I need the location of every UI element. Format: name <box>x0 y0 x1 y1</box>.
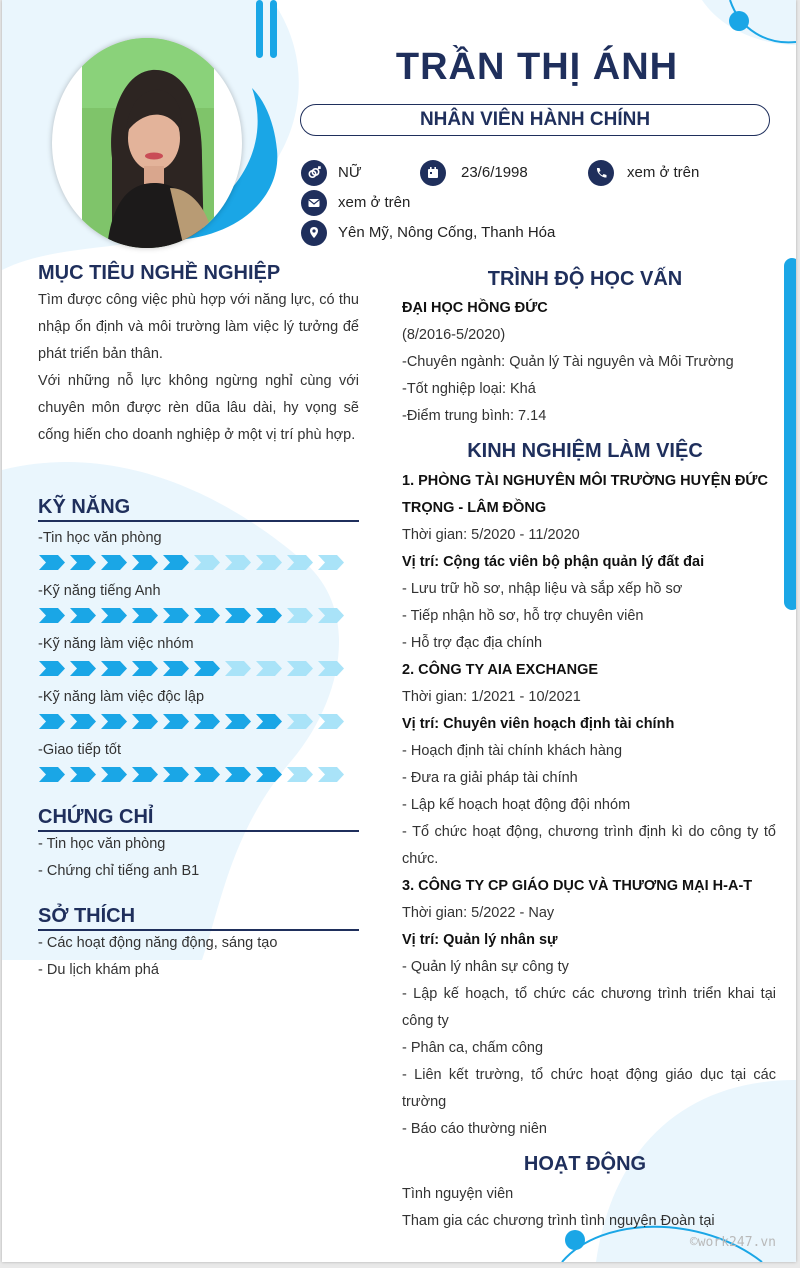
job-duty: - Phân ca, chấm công <box>402 1040 544 1056</box>
job-duty: - Hoạch định tài chính khách hàng <box>402 743 623 759</box>
skills-title: KỸ NĂNG <box>38 496 131 518</box>
certificates-title: CHỨNG CHỈ <box>38 806 154 828</box>
hobby-item: - Các hoạt động năng động, sáng tạo <box>38 935 278 951</box>
skill-rating-arrow <box>224 661 255 681</box>
skill-rating-arrow <box>162 555 193 575</box>
skill-rating-arrow <box>100 555 131 575</box>
job-duty: - Tổ chức hoạt động, chương trình định kì do công ty tổ chức. <box>402 824 776 867</box>
avatar <box>52 38 242 248</box>
education-school: ĐẠI HỌC HỒNG ĐỨC <box>402 300 548 316</box>
skill-rating-arrow <box>131 767 162 787</box>
job-duty: - Tiếp nhận hồ sơ, hỗ trợ chuyên viên <box>402 608 644 624</box>
skill-rating-arrow <box>162 661 193 681</box>
skill-rating-arrow <box>162 767 193 787</box>
skill-rating-arrow <box>317 555 348 575</box>
skill-rating-arrow <box>224 555 255 575</box>
skill-rating-arrow <box>286 661 317 681</box>
job-time: Thời gian: 5/2022 - Nay <box>402 905 555 921</box>
certificate-item: - Chứng chỉ tiếng anh B1 <box>38 863 200 879</box>
skill-label: -Kỹ năng làm việc nhóm <box>38 636 194 652</box>
skill-rating-arrow <box>286 714 317 734</box>
skill-rating-arrow <box>286 767 317 787</box>
skill-rating-arrow <box>224 714 255 734</box>
job-position: Vị trí: Quản lý nhân sự <box>402 932 558 948</box>
job-company: 1. PHÒNG TÀI NGHUYÊN MÔI TRƯỜNG HUYỆN ĐỨC <box>402 473 768 489</box>
education-major: -Chuyên ngành: Quản lý Tài nguyên và Môi Trường <box>402 354 734 370</box>
skill-rating-arrow <box>38 714 69 734</box>
job-duty: - Lập kế hoạch hoạt động đội nhóm <box>402 797 631 813</box>
skill-rating-arrow <box>69 714 100 734</box>
job-duty: - Lập kế hoạch, tổ chức các chương trình triển khai tại công ty <box>402 986 776 1029</box>
skill-rating-arrow <box>255 661 286 681</box>
skill-rating-arrow <box>131 714 162 734</box>
calendar-icon <box>420 160 446 186</box>
skill-rating-arrow <box>224 608 255 628</box>
phone-icon <box>588 160 614 186</box>
hobbies-title: SỞ THÍCH <box>38 905 136 927</box>
portrait-photo <box>52 38 242 248</box>
gender-value: NỮ <box>338 164 362 181</box>
job-duty: - Đưa ra giải pháp tài chính <box>402 770 578 786</box>
job-duty: - Hỗ trợ đạc địa chính <box>402 635 543 651</box>
skill-rating-arrow <box>162 714 193 734</box>
cv-page <box>2 0 796 1262</box>
skill-rating-arrow <box>100 608 131 628</box>
skill-rating-arrow <box>317 608 348 628</box>
skills-divider <box>38 520 359 522</box>
job-company-continued: TRỌNG - LÂM ĐỒNG <box>402 500 547 516</box>
skill-label: -Kỹ năng tiếng Anh <box>38 583 161 599</box>
skill-rating-arrow <box>131 661 162 681</box>
job-company: 2. CÔNG TY AIA EXCHANGE <box>402 662 599 678</box>
skill-rating-arrow <box>69 608 100 628</box>
skill-rating-arrow <box>317 767 348 787</box>
skill-rating-arrow <box>255 555 286 575</box>
skill-rating-arrow <box>255 767 286 787</box>
skill-rating-bar <box>38 608 348 628</box>
skill-rating-bar <box>38 714 348 734</box>
skill-rating-arrow <box>38 661 69 681</box>
skill-rating-arrow <box>286 555 317 575</box>
job-title: NHÂN VIÊN HÀNH CHÍNH <box>300 104 770 136</box>
activity-item: Tham gia các chương trình tình nguyện Đoàn tại <box>402 1213 715 1229</box>
job-position: Vị trí: Cộng tác viên bộ phận quản lý đất đai <box>402 554 705 570</box>
candidate-name: TRẦN THỊ ÁNH <box>395 46 679 88</box>
email-icon <box>301 190 327 216</box>
skill-rating-arrow <box>69 767 100 787</box>
phone-value: xem ở trên <box>627 164 700 181</box>
address-value: Yên Mỹ, Nông Cống, Thanh Hóa <box>338 224 556 241</box>
skill-rating-bar <box>38 555 348 575</box>
skill-rating-arrow <box>131 555 162 575</box>
skill-label: -Tin học văn phòng <box>38 530 162 546</box>
education-title: TRÌNH ĐỘ HỌC VẤN <box>487 268 683 290</box>
skill-rating-arrow <box>100 714 131 734</box>
skill-rating-bar <box>38 767 348 787</box>
skill-rating-arrow <box>193 714 224 734</box>
objective-paragraph-1: Tìm được công việc phù hợp với năng lực, có thu nhập ổn định và môi trường làm việc lý tưởng để phát triển bản thân. <box>38 292 359 362</box>
skill-rating-arrow <box>131 608 162 628</box>
skill-rating-arrow <box>255 714 286 734</box>
skill-rating-arrow <box>38 555 69 575</box>
job-position: Vị trí: Chuyên viên hoạch định tài chính <box>402 716 675 732</box>
location-icon <box>301 220 327 246</box>
skill-rating-arrow <box>100 767 131 787</box>
skill-rating-arrow <box>317 714 348 734</box>
skill-rating-arrow <box>162 608 193 628</box>
activities-title: HOẠT ĐỘNG <box>523 1153 647 1175</box>
job-duty: - Quản lý nhân sự công ty <box>402 959 569 975</box>
gender-icon <box>301 160 327 186</box>
job-company: 3. CÔNG TY CP GIÁO DỤC VÀ THƯƠNG MẠI H-A-T <box>402 878 753 894</box>
certificate-item: - Tin học văn phòng <box>38 836 166 852</box>
education-grade: -Tốt nghiệp loại: Khá <box>402 381 536 397</box>
education-gpa: -Điểm trung bình: 7.14 <box>402 408 547 424</box>
email-value: xem ở trên <box>338 194 411 211</box>
skill-rating-arrow <box>38 608 69 628</box>
job-duty: - Báo cáo thường niên <box>402 1121 547 1137</box>
skill-rating-arrow <box>38 767 69 787</box>
skill-rating-arrow <box>69 555 100 575</box>
skill-label: -Giao tiếp tốt <box>38 742 122 758</box>
skill-rating-arrow <box>193 608 224 628</box>
skill-rating-arrow <box>224 767 255 787</box>
job-duty: - Lưu trữ hồ sơ, nhập liệu và sắp xếp hồ sơ <box>402 581 683 597</box>
education-period: (8/2016-5/2020) <box>402 327 506 343</box>
watermark: ©work247.vn <box>689 1235 776 1250</box>
skill-rating-arrow <box>317 661 348 681</box>
skill-rating-arrow <box>255 608 286 628</box>
objective-title: MỤC TIÊU NGHỀ NGHIỆP <box>38 262 281 284</box>
skill-rating-arrow <box>100 661 131 681</box>
job-time: Thời gian: 1/2021 - 10/2021 <box>402 689 581 705</box>
job-time: Thời gian: 5/2020 - 11/2020 <box>402 527 580 543</box>
hobby-item: - Du lịch khám phá <box>38 962 159 978</box>
birthday-value: 23/6/1998 <box>461 164 528 181</box>
skill-rating-arrow <box>193 767 224 787</box>
job-duty: - Liên kết trường, tổ chức hoạt động giáo dục tại các trường <box>402 1067 776 1110</box>
skill-rating-arrow <box>69 661 100 681</box>
skill-rating-arrow <box>193 555 224 575</box>
skill-rating-bar <box>38 661 348 681</box>
objective-paragraph-2: Với những nỗ lực không ngừng nghỉ cùng với chuyên môn được rèn dũa lâu dài, hy vọng sẽ cống hiến cho doanh nghiệp ở một vị trí phù hợp. <box>38 373 359 443</box>
skill-label: -Kỹ năng làm việc độc lập <box>38 689 205 705</box>
skill-rating-arrow <box>193 661 224 681</box>
skill-rating-arrow <box>286 608 317 628</box>
activity-item: Tình nguyện viên <box>402 1186 514 1202</box>
experience-title: KINH NGHIỆM LÀM VIỆC <box>467 440 703 462</box>
